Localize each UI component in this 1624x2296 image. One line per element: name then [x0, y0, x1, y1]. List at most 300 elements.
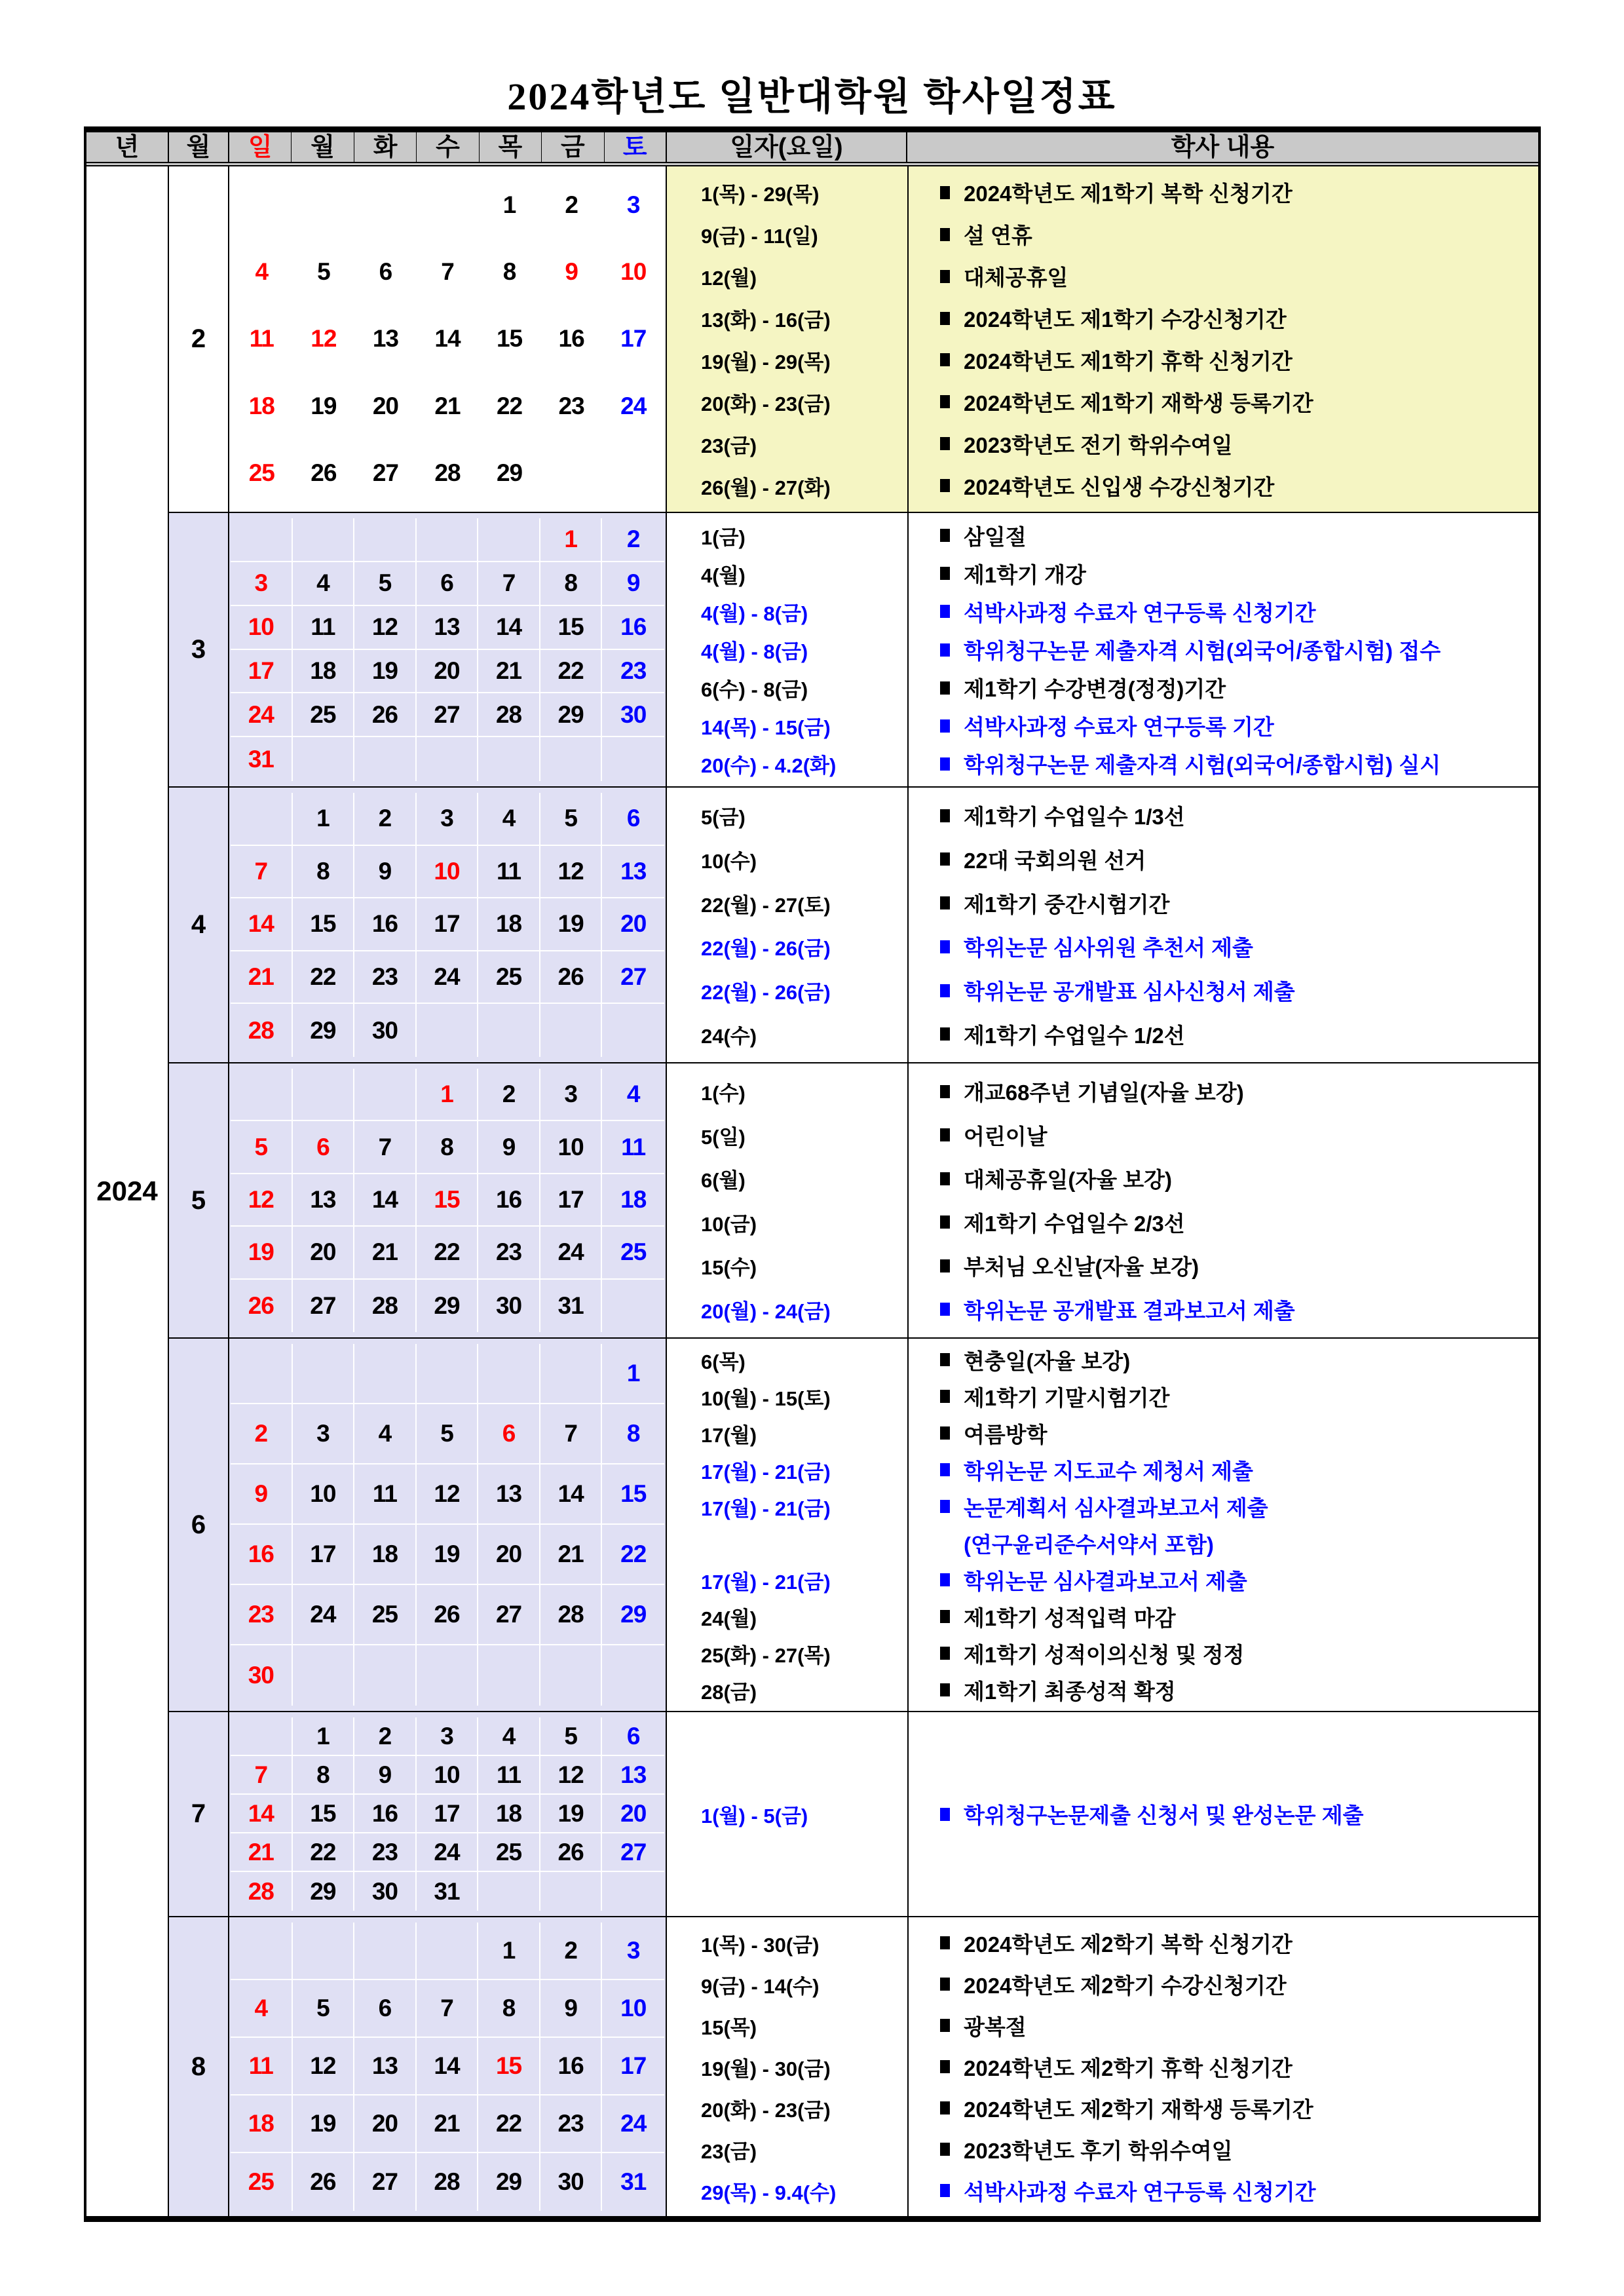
bullet-square-icon	[940, 984, 950, 997]
calendar-day: 15	[478, 2038, 540, 2095]
event-label: 제1학기 수업일수 1/2선	[964, 1023, 1185, 1048]
calendar-day: 11	[478, 1756, 540, 1795]
calendar-day: 14	[417, 2038, 479, 2095]
calendar-day: 18	[478, 898, 540, 951]
calendar-day: 17	[602, 2038, 664, 2095]
calendar-day: 11	[293, 606, 355, 650]
event-content	[907, 975, 1538, 1006]
event-content	[907, 2092, 1538, 2124]
month-events	[667, 1917, 1538, 2216]
calendar-day: 20	[602, 898, 664, 951]
calendar-day: 9	[354, 1756, 417, 1795]
event-label: 2024학년도 제1학기 재학생 등록기간	[964, 391, 1313, 415]
event-date: 23(금)	[701, 2139, 757, 2163]
event-label: 삼일절	[964, 524, 1027, 549]
calendar-day: 24	[540, 1227, 603, 1279]
event-content	[907, 1381, 1538, 1412]
event-date: 19(월) - 30(금)	[701, 2057, 831, 2080]
header-weekday-thu: 목	[480, 132, 542, 162]
month-section-7	[169, 1711, 1538, 1916]
event-content	[907, 2051, 1538, 2082]
event-date: 6(월)	[701, 1169, 746, 1193]
calendar-day: 27	[417, 693, 479, 737]
event-date: 1(목) - 30(금)	[701, 1933, 820, 1957]
event-date: 15(수)	[701, 1256, 757, 1280]
calendar-day: 10	[540, 1121, 603, 1174]
event-date: 14(목) - 15(금)	[701, 716, 831, 740]
event-date: 13(화) - 16(금)	[701, 309, 831, 332]
event-date: 25(화) - 27(목)	[701, 1643, 831, 1667]
calendar-empty-cell	[231, 1069, 293, 1121]
table-body	[86, 166, 1538, 2216]
calendar-day: 25	[231, 2153, 293, 2211]
calendar-day: 27	[354, 2153, 417, 2211]
calendar-day: 8	[478, 1980, 540, 2038]
event-label: 학위청구논문 제출자격 시험(외국어/종합시험) 실시	[964, 753, 1441, 778]
calendar-empty-cell	[478, 518, 540, 562]
calendar-day: 30	[602, 693, 664, 737]
event-label: 22대 국회의원 선거	[964, 848, 1146, 873]
month-section-4	[169, 786, 1538, 1062]
calendar-day: 5	[540, 1717, 603, 1756]
event-content	[907, 303, 1538, 334]
calendar-day: 10	[620, 258, 647, 286]
event-label: 광복절	[964, 2014, 1027, 2039]
event-content	[907, 219, 1538, 250]
calendar-day: 23	[231, 1585, 293, 1645]
event-content	[907, 843, 1538, 875]
event-label: 제1학기 기말시험기간	[964, 1385, 1170, 1410]
calendar-empty-cell	[231, 518, 293, 562]
calendar-empty-cell	[417, 518, 479, 562]
calendar-empty-cell	[231, 1717, 293, 1756]
event-content	[907, 428, 1538, 459]
calendar-day: 12	[540, 846, 603, 899]
event-label: 제1학기 수업일수 2/3선	[964, 1211, 1185, 1236]
calendar-day: 29	[417, 1280, 479, 1332]
calendar-day: 30	[478, 1280, 540, 1332]
event-label: 2024학년도 제2학기 수강신청기간	[964, 1973, 1287, 1998]
calendar-day: 30	[540, 2153, 603, 2211]
bullet-square-icon	[940, 567, 950, 580]
event-content	[907, 1206, 1538, 1238]
calendar-day: 24	[231, 693, 293, 737]
calendar-day: 18	[354, 1525, 417, 1585]
calendar-day: 13	[478, 1464, 540, 1525]
event-date: 1(금)	[701, 526, 746, 549]
bullet-square-icon	[940, 1610, 950, 1623]
calendar-day: 6	[379, 258, 392, 286]
month-section-6	[169, 1337, 1538, 1711]
calendar-day: 29	[293, 1872, 355, 1911]
event-content	[907, 1076, 1538, 1107]
calendar-day: 27	[602, 951, 664, 1004]
calendar-empty-cell	[231, 793, 293, 846]
bullet-square-icon	[940, 1936, 950, 1949]
calendar-day: 1	[417, 1069, 479, 1121]
calendar-day: 21	[354, 1227, 417, 1279]
calendar-day: 5	[354, 562, 417, 606]
calendar-day: 31	[540, 1280, 603, 1332]
event-label: 학위논문 공개발표 심사신청서 제출	[964, 980, 1295, 1004]
calendar-day: 29	[478, 2153, 540, 2211]
event-label: 대체공휴일	[964, 265, 1068, 290]
bullet-square-icon	[940, 896, 950, 909]
bullet-square-icon	[940, 1500, 950, 1513]
calendar-day: 15	[540, 606, 603, 650]
event-label: 학위청구논문제출 신청서 및 완성논문 제출	[964, 1803, 1364, 1827]
calendar-day: 2	[354, 793, 417, 846]
event-label: 설 연휴	[964, 223, 1032, 248]
bullet-square-icon	[940, 1573, 950, 1586]
calendar-day: 16	[558, 325, 584, 353]
event-date: 10(수)	[701, 849, 757, 873]
event-content	[907, 1119, 1538, 1151]
event-date: 20(화) - 23(금)	[701, 392, 831, 415]
calendar-day: 11	[354, 1464, 417, 1525]
calendar-day: 17	[417, 898, 479, 951]
calendar-day: 3	[417, 793, 479, 846]
header-weekday-fri: 금	[542, 132, 604, 162]
calendar-day: 31	[417, 1872, 479, 1911]
calendar-day: 16	[354, 898, 417, 951]
bullet-square-icon	[940, 228, 950, 241]
calendar-day: 28	[354, 1280, 417, 1332]
bullet-square-icon	[940, 529, 950, 542]
event-content	[907, 800, 1538, 832]
calendar-day: 14	[540, 1464, 603, 1525]
calendar-day: 26	[540, 951, 603, 1004]
event-label: 제1학기 개강	[964, 562, 1086, 587]
event-content	[907, 520, 1538, 551]
bullet-square-icon	[940, 1259, 950, 1272]
calendar-empty-cell	[354, 172, 417, 239]
calendar-empty-cell	[417, 172, 479, 239]
calendar-empty-cell	[417, 1923, 479, 1980]
calendar-day: 8	[540, 562, 603, 606]
event-label: 2024학년도 신입생 수강신청기간	[964, 474, 1275, 499]
event-date: 1(월) - 5(금)	[701, 1805, 808, 1827]
calendar-empty-cell	[354, 737, 417, 781]
calendar-day: 10	[417, 1756, 479, 1795]
event-date: 5(일)	[701, 1125, 746, 1149]
month-number: 4	[169, 788, 229, 1062]
calendar-day: 9	[565, 258, 578, 286]
event-label: 학위논문 심사결과보고서 제출	[964, 1569, 1247, 1594]
calendar-day: 4	[602, 1069, 664, 1121]
event-content	[907, 344, 1538, 375]
event-label: 2023학년도 전기 학위수여일	[964, 432, 1233, 457]
event-label: 제1학기 성적이의신청 및 정정	[964, 1642, 1245, 1667]
calendar-day: 31	[231, 737, 293, 781]
calendar-day: 4	[293, 562, 355, 606]
event-content	[907, 1674, 1538, 1706]
event-label: 학위논문 지도교수 제청서 제출	[964, 1459, 1253, 1483]
calendar-day: 8	[502, 258, 516, 286]
calendar-day: 9	[602, 562, 664, 606]
bullet-square-icon	[940, 353, 950, 366]
event-content	[907, 2175, 1538, 2206]
event-date: 12(월)	[701, 267, 757, 290]
calendar-day: 16	[602, 606, 664, 650]
calendar-day: 17	[231, 650, 293, 694]
event-content	[907, 558, 1538, 589]
month-number: 2	[169, 166, 229, 512]
calendar-day: 4	[478, 1717, 540, 1756]
calendar-day: 28	[417, 2153, 479, 2211]
event-date: 17(월) - 21(금)	[701, 1497, 831, 1520]
event-label: 논문계획서 심사결과보고서 제출	[964, 1495, 1268, 1520]
calendar-day: 22	[478, 2095, 540, 2153]
event-label: 2024학년도 제2학기 재학생 등록기간	[964, 2097, 1313, 2122]
calendar-day: 3	[231, 562, 293, 606]
bullet-square-icon	[940, 852, 950, 866]
calendar-day: 17	[620, 325, 647, 353]
bullet-square-icon	[940, 2019, 950, 2032]
bullet-square-icon	[940, 605, 950, 618]
calendar-empty-cell	[417, 1344, 479, 1404]
event-date: 6(수) - 8(금)	[701, 678, 808, 702]
event-content	[907, 1250, 1538, 1282]
calendar-day: 24	[620, 392, 647, 419]
calendar-day: 6	[417, 562, 479, 606]
event-content	[907, 748, 1538, 780]
calendar-day: 25	[248, 459, 274, 486]
calendar-day: 9	[231, 1464, 293, 1525]
calendar-day: 12	[354, 606, 417, 650]
month-section-5	[169, 1062, 1538, 1337]
calendar-day: 20	[354, 2095, 417, 2153]
event-content	[907, 386, 1538, 417]
calendar-day: 26	[293, 2153, 355, 2211]
calendar-day: 21	[478, 650, 540, 694]
calendar-empty-cell	[540, 1645, 603, 1706]
calendar-day: 14	[354, 1174, 417, 1227]
calendar-day: 11	[231, 2038, 293, 2095]
calendar-day: 3	[626, 191, 640, 219]
event-label: 2024학년도 제1학기 휴학 신청기간	[964, 349, 1293, 373]
bullet-square-icon	[940, 1978, 950, 1991]
mini-calendar	[229, 166, 667, 512]
calendar-day: 21	[231, 951, 293, 1004]
event-date: 24(수)	[701, 1024, 757, 1048]
calendar-day: 19	[540, 1795, 603, 1833]
calendar-day: 14	[478, 606, 540, 650]
calendar-day: 26	[540, 1833, 603, 1872]
calendar-day: 23	[478, 1227, 540, 1279]
month-section-3	[169, 512, 1538, 786]
calendar-day: 12	[417, 1464, 479, 1525]
calendar-day: 6	[293, 1121, 355, 1174]
calendar-empty-cell	[293, 1069, 355, 1121]
calendar-day: 14	[231, 1795, 293, 1833]
event-date: 20(월) - 24(금)	[701, 1299, 831, 1323]
calendar-day: 7	[540, 1404, 603, 1464]
event-date: 22(월) - 26(금)	[701, 937, 831, 961]
calendar-day: 24	[417, 951, 479, 1004]
event-content	[907, 2133, 1538, 2165]
calendar-day: 7	[231, 1756, 293, 1795]
calendar-empty-cell	[417, 1645, 479, 1706]
event-content	[907, 596, 1538, 627]
month-number: 3	[169, 513, 229, 786]
event-label: 석박사과정 수료자 연구등록 신청기간	[964, 600, 1316, 625]
calendar-day: 21	[417, 2095, 479, 2153]
calendar-day: 19	[293, 2095, 355, 2153]
calendar-empty-cell	[540, 1344, 603, 1404]
event-date: 26(월) - 27(화)	[701, 476, 831, 499]
calendar-day: 7	[417, 1980, 479, 2038]
event-date: 15(목)	[701, 2016, 757, 2039]
event-label: 대체공휴일(자율 보강)	[964, 1168, 1173, 1193]
calendar-empty-cell	[293, 737, 355, 781]
bullet-square-icon	[940, 1647, 950, 1660]
month-events	[667, 1063, 1538, 1337]
calendar-empty-cell	[602, 1872, 664, 1911]
calendar-day: 4	[231, 1980, 293, 2038]
calendar-empty-cell	[478, 1344, 540, 1404]
calendar-day: 17	[417, 1795, 479, 1833]
event-label: 제1학기 수강변경(정정)기간	[964, 677, 1226, 702]
calendar-day: 10	[293, 1464, 355, 1525]
header-weekday-sun: 일	[229, 132, 292, 162]
calendar-day: 19	[417, 1525, 479, 1585]
month-events	[667, 788, 1538, 1062]
month-number: 8	[169, 1917, 229, 2216]
calendar-day: 16	[540, 2038, 603, 2095]
event-content	[907, 1344, 1538, 1375]
event-date: 28(금)	[701, 1680, 757, 1704]
calendar-day: 23	[354, 1833, 417, 1872]
calendar-day: 13	[372, 325, 398, 353]
calendar-day: 18	[248, 392, 274, 419]
calendar-day: 30	[354, 1004, 417, 1057]
calendar-day: 23	[558, 392, 584, 419]
bullet-square-icon	[940, 479, 950, 492]
calendar-day: 3	[293, 1404, 355, 1464]
calendar-day: 11	[249, 325, 274, 353]
event-label: 제1학기 최종성적 확정	[964, 1679, 1176, 1704]
calendar-day: 6	[478, 1404, 540, 1464]
calendar-empty-cell	[478, 737, 540, 781]
calendar-day: 13	[602, 1756, 664, 1795]
calendar-empty-cell	[417, 1004, 479, 1057]
calendar-day: 2	[565, 191, 578, 219]
calendar-day: 26	[311, 459, 337, 486]
event-label: 2024학년도 제2학기 복학 신청기간	[964, 1932, 1293, 1957]
bullet-square-icon	[940, 1172, 950, 1185]
calendar-empty-cell	[293, 1344, 355, 1404]
calendar-day: 26	[231, 1280, 293, 1332]
event-label: 어린이날	[964, 1124, 1048, 1149]
calendar-day: 18	[231, 2095, 293, 2153]
calendar-day: 1	[602, 1344, 664, 1404]
calendar-day: 25	[602, 1227, 664, 1279]
table-header	[86, 132, 1538, 166]
event-content	[907, 1527, 1538, 1559]
event-content	[907, 2010, 1538, 2041]
calendar-empty-cell	[354, 518, 417, 562]
event-date: 6(목)	[701, 1350, 746, 1373]
event-date: 19(월) - 29(목)	[701, 350, 831, 373]
event-date: 4(월) - 8(금)	[701, 640, 808, 663]
header-month: 월	[169, 132, 229, 162]
calendar-day: 24	[293, 1585, 355, 1645]
mini-calendar	[229, 788, 667, 1062]
calendar-day: 19	[311, 392, 337, 419]
calendar-day: 11	[602, 1121, 664, 1174]
event-date: 1(목) - 29(목)	[701, 183, 820, 206]
bullet-square-icon	[940, 2101, 950, 2114]
event-content	[907, 261, 1538, 292]
event-date: 17(월)	[701, 1423, 757, 1447]
event-label: 석박사과정 수료자 연구등록 신청기간	[964, 2179, 1316, 2204]
calendar-day: 3	[417, 1717, 479, 1756]
calendar-day: 4	[478, 793, 540, 846]
calendar-empty-cell	[602, 737, 664, 781]
bullet-square-icon	[940, 270, 950, 283]
calendar-day: 10	[417, 846, 479, 899]
event-label: 학위청구논문 제출자격 시험(외국어/종합시험) 접수	[964, 639, 1441, 663]
calendar-day: 19	[231, 1227, 293, 1279]
month-number: 5	[169, 1063, 229, 1337]
calendar-empty-cell	[354, 1923, 417, 1980]
event-date: 10(월) - 15(토)	[701, 1387, 831, 1410]
calendar-day: 23	[354, 951, 417, 1004]
calendar-empty-cell	[231, 1923, 293, 1980]
calendar-day: 20	[372, 392, 398, 419]
calendar-day: 29	[602, 1585, 664, 1645]
calendar-day: 22	[417, 1227, 479, 1279]
event-date: 17(월) - 21(금)	[701, 1570, 831, 1594]
bullet-square-icon	[940, 643, 950, 657]
calendar-day: 10	[602, 1980, 664, 2038]
calendar-day: 1	[502, 191, 516, 219]
calendar-day: 20	[417, 650, 479, 694]
calendar-day: 5	[293, 1980, 355, 2038]
event-date: 29(목) - 9.4(수)	[701, 2181, 837, 2204]
calendar-day: 5	[540, 793, 603, 846]
header-year: 년	[86, 132, 169, 162]
event-label: 제1학기 중간시험기간	[964, 892, 1170, 917]
calendar-day: 21	[540, 1525, 603, 1585]
event-content	[907, 1417, 1538, 1449]
mini-calendar	[229, 1063, 667, 1337]
bullet-square-icon	[940, 757, 950, 771]
mini-calendar	[229, 513, 667, 786]
month-events	[667, 166, 1538, 512]
calendar-empty-cell	[417, 737, 479, 781]
event-content	[907, 634, 1538, 666]
event-label: 2023학년도 후기 학위수여일	[964, 2138, 1233, 2163]
calendar-day: 24	[417, 1833, 479, 1872]
event-content	[907, 1927, 1538, 1959]
event-date: 20(수) - 4.2(화)	[701, 754, 837, 778]
event-label: 2024학년도 제1학기 복학 신청기간	[964, 182, 1293, 206]
bullet-square-icon	[940, 1128, 950, 1141]
header-content: 학사 내용	[1171, 133, 1275, 161]
calendar-day: 6	[602, 793, 664, 846]
calendar-day: 8	[293, 846, 355, 899]
calendar-empty-cell	[602, 1280, 664, 1332]
calendar-empty-cell	[293, 172, 355, 239]
calendar-day: 6	[602, 1717, 664, 1756]
calendar-day: 1	[540, 518, 603, 562]
calendar-day: 22	[293, 951, 355, 1004]
event-content	[907, 1968, 1538, 2000]
calendar-day: 16	[231, 1525, 293, 1585]
calendar-day: 2	[540, 1923, 603, 1980]
